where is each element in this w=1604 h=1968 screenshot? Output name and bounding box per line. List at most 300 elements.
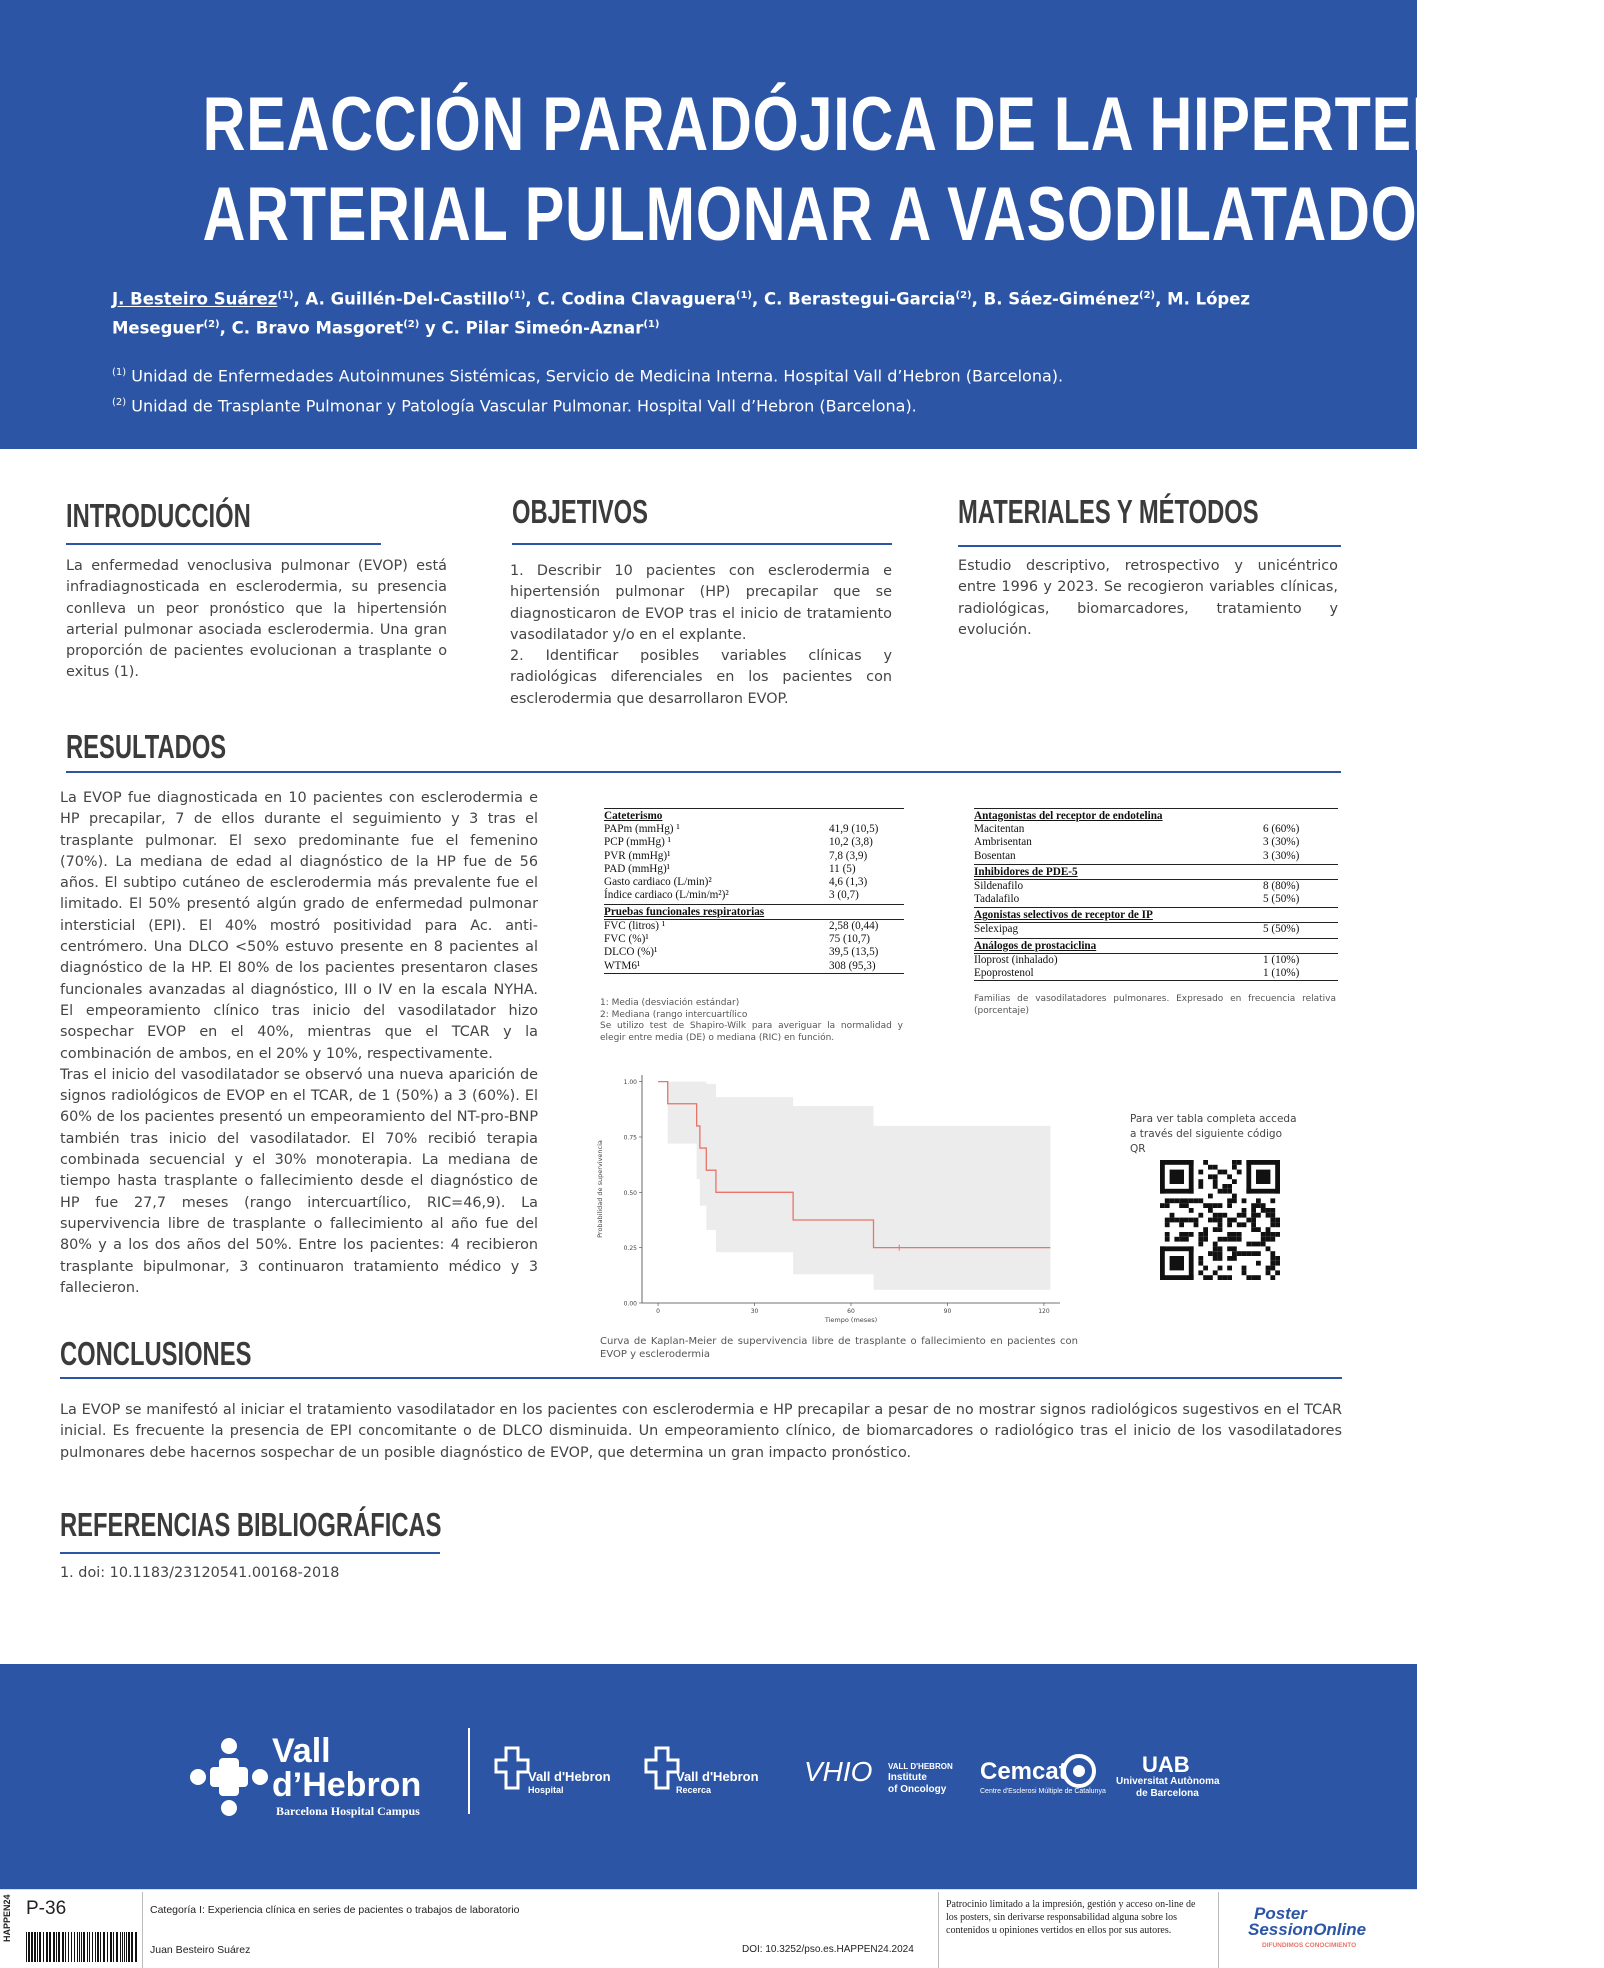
qr-module <box>1194 1198 1199 1203</box>
qr-module <box>1218 1246 1223 1251</box>
qr-module <box>1242 1208 1247 1213</box>
cell-label: Índice cardiaco (L/min/m²)² <box>604 889 729 902</box>
qr-module <box>1203 1275 1208 1280</box>
vasodilator-table-note: Familias de vasodilatadores pulmonares. Expresado en frecuencia relativa (porcentaje) <box>974 994 1336 1016</box>
barcode-bar <box>65 1932 66 1962</box>
conclusiones-heading: CONCLUSIONES <box>60 1335 252 1372</box>
qr-finder <box>1189 1160 1194 1194</box>
qr-module <box>1270 1198 1275 1203</box>
barcode-bar <box>31 1932 33 1962</box>
qr-finder <box>1160 1189 1194 1194</box>
qr-module <box>1270 1213 1275 1218</box>
disclaimer-text: Patrocinio limitado a la impresión, gestión y acceso on-line de los posters, sin derivarse responsabilidad alguna sobre los contenidos u opiniones vertidos en ellos por sus autores. <box>946 1899 1196 1936</box>
qr-module <box>1203 1266 1208 1271</box>
barcode-bar <box>87 1932 88 1962</box>
cell-value: 3 (30%) <box>1263 849 1300 862</box>
km-x-label: Tiempo (meses) <box>824 1316 878 1324</box>
qr-module <box>1198 1198 1203 1203</box>
qr-module <box>1256 1213 1261 1218</box>
qr-module <box>1232 1198 1237 1203</box>
table-row <box>604 889 904 902</box>
author: , C. Berastegui-Garcia <box>752 289 956 309</box>
cell-value: 308 (95,3) <box>829 959 876 972</box>
km-x-tick-label: 120 <box>1038 1308 1050 1315</box>
cell-label: Iloprost (inhalado) <box>974 953 1058 966</box>
cell-label: DLCO (%)¹ <box>604 946 658 959</box>
cell-label: Selexipag <box>974 923 1019 936</box>
cemcat-logo: Cemcat <box>980 1758 1067 1785</box>
barcode-bar <box>56 1932 57 1962</box>
intro-text: La enfermedad venoclusiva pulmonar (EVOP) está infradiagnosticada en esclerodermia, su presencia conlleva un peor pronóstico que la hipertensión arterial pulmonar asociada esclerodermia. Una gran proporción de pacientes evolucionan a trasplante o exitus (1). <box>66 558 447 681</box>
km-caption: Curva de Kaplan-Meier de supervivencia libre de trasplante o fallecimiento en pacientes con EVOP y esclerodermia <box>600 1336 1078 1360</box>
qr-module <box>1213 1213 1218 1218</box>
qr-module <box>1237 1170 1242 1175</box>
barcode-bar <box>53 1932 55 1962</box>
affil-sup: (1) <box>643 318 660 330</box>
cell-label: Bosentan <box>974 849 1016 862</box>
km-y-label: Probabilidad de supervivencia <box>596 1140 604 1238</box>
cell-label: FVC (litros) ¹ <box>604 919 666 932</box>
table-row <box>604 850 904 863</box>
barcode-bar <box>107 1932 108 1962</box>
table-row <box>604 960 904 973</box>
barcode-bar <box>120 1932 121 1962</box>
barcode-bar <box>122 1932 123 1962</box>
barcode-bar <box>71 1932 72 1962</box>
table-section-header: Cateterismo <box>604 810 663 822</box>
divider <box>938 1892 939 1968</box>
qr-module <box>1174 1237 1179 1242</box>
qr-finder <box>1160 1275 1194 1280</box>
qr-module <box>1232 1256 1237 1261</box>
qr-module <box>1198 1256 1203 1261</box>
cell-value: 10,2 (3,8) <box>829 836 873 849</box>
hospital-logo-name: Vall d'Hebron <box>528 1769 611 1784</box>
affil-sup: (1) <box>509 290 526 301</box>
qr-module <box>1227 1198 1232 1203</box>
qr-module <box>1251 1203 1256 1208</box>
qr-module <box>1208 1251 1213 1256</box>
affiliations <box>112 359 1312 420</box>
qr-module <box>1251 1208 1256 1213</box>
qr-caption: Para ver tabla completa acceda a través del siguiente código QR <box>1130 1113 1297 1155</box>
qr-module <box>1261 1242 1266 1247</box>
qr-module <box>1222 1189 1227 1194</box>
qr-module <box>1227 1222 1232 1227</box>
qr-module <box>1213 1184 1218 1189</box>
qr-module <box>1227 1256 1232 1261</box>
objetivos-rule <box>512 543 892 545</box>
cell-label: Tadalafilo <box>974 893 1020 906</box>
qr-module <box>1246 1251 1251 1256</box>
qr-module <box>1184 1232 1189 1237</box>
referencias-rule <box>60 1552 440 1554</box>
cell-value: 7,8 (3,9) <box>829 849 868 862</box>
affiliation-text: Unidad de Trasplante Pulmonar y Patología Vascular Pulmonar. Hospital Vall d’Hebron (Barcelona). <box>126 396 917 416</box>
table-note: 1: Media (desviación estándar) <box>600 998 740 1008</box>
table-row <box>974 893 1338 906</box>
table-group-header: Agonistas selectivos de receptor de IP <box>974 907 1338 923</box>
table-row <box>604 876 904 889</box>
qr-module <box>1227 1246 1232 1251</box>
qr-module <box>1256 1251 1261 1256</box>
uab-line2: de Barcelona <box>1136 1788 1199 1799</box>
table-row <box>974 954 1338 967</box>
qr-module <box>1251 1242 1256 1247</box>
cell-value: 75 (10,7) <box>829 933 871 946</box>
resultados-p1: La EVOP fue diagnosticada en 10 pacientes con esclerodermia e HP precapilar, 7 de ellos durante el seguimiento y 3 tras el trasplante pulmonar. El sexo predominante fue el femenino (70%). La mediana de edad al diagnóstico de la HP fue de 56 años. El subtipo cutáneo de esclerodermia más prevalente fue el limitado. El 50% presentó algún grado de enfermedad pulmonar intersticial (EPI). El 40% mostró positividad para Ac. anti-centrómero. Una DLCO <50% estuvo presente en 8 pacientes al diagnóstico de la HP. El 80% de los pacientes presentaron clases funcionales avanzadas al diagnóstico, III o IV en la escala NYHA. El empeoramiento clínico tras inicio del vasodilatador hizo sospechar EVOP en el 40%, mientras que el TCAR y la combinación de ambos, en el 20% y 10%, respectivamente. <box>60 790 538 1062</box>
qr-module <box>1222 1184 1227 1189</box>
qr-module <box>1222 1170 1227 1175</box>
table-section-rows <box>604 920 904 974</box>
divider <box>1218 1892 1219 1968</box>
qr-module <box>1198 1184 1203 1189</box>
objetivos-heading: OBJETIVOS <box>512 493 649 530</box>
qr-module <box>1174 1218 1179 1223</box>
author: , C. Codina Clavaguera <box>525 289 736 309</box>
barcode-bar <box>74 1932 75 1962</box>
vhio-logo: VHIO <box>804 1756 873 1787</box>
cell-value: 5 (50%) <box>1263 893 1300 906</box>
qr-module <box>1218 1251 1223 1256</box>
qr-module <box>1218 1213 1223 1218</box>
qr-finder <box>1160 1160 1165 1194</box>
barcode-bar <box>34 1932 36 1962</box>
barcode-bar <box>43 1932 44 1962</box>
qr-module <box>1227 1189 1232 1194</box>
qr-module <box>1227 1266 1232 1271</box>
table-row <box>604 836 904 849</box>
qr-module <box>1208 1165 1213 1170</box>
table-row <box>604 920 904 933</box>
qr-module <box>1160 1203 1165 1208</box>
qr-module <box>1227 1232 1232 1237</box>
qr-module <box>1198 1270 1203 1275</box>
barcode-bar <box>103 1932 105 1962</box>
qr-module <box>1218 1170 1223 1175</box>
qr-module <box>1232 1246 1237 1251</box>
barcode-bar <box>113 1932 114 1962</box>
barcode-bar <box>92 1932 93 1962</box>
recerca-logo-sub: Recerca <box>676 1785 712 1795</box>
cell-value: 8 (80%) <box>1263 879 1300 892</box>
footer-logo-band <box>0 1664 1417 1889</box>
qr-module <box>1256 1275 1261 1280</box>
title-line-2: ARTERIAL PULMONAR A VASODILATADORES <box>202 172 1542 257</box>
qr-module <box>1179 1232 1184 1237</box>
table-row <box>974 836 1338 849</box>
table-group-header: Inhibidores de PDE-5 <box>974 864 1338 880</box>
qr-module <box>1275 1232 1280 1237</box>
qr-module <box>1266 1270 1271 1275</box>
author: , M. López Meseguer <box>112 289 1251 337</box>
header-band <box>0 0 1604 449</box>
table-row <box>974 823 1338 836</box>
qr-module <box>1270 1237 1275 1242</box>
qr-module <box>1237 1232 1242 1237</box>
referencia-1: 1. doi: 10.1183/23120541.00168-2018 <box>60 1565 340 1581</box>
qr-module <box>1270 1261 1275 1266</box>
affiliation-1 <box>112 359 1312 389</box>
kaplan-meier-chart <box>590 1063 1070 1333</box>
barcode-bar <box>26 1932 27 1962</box>
barcode-bar <box>81 1932 82 1962</box>
barcode-bar <box>28 1932 30 1962</box>
qr-module <box>1227 1237 1232 1242</box>
qr-module <box>1184 1237 1189 1242</box>
title-line-1: REACCIÓN PARADÓJICA DE LA HIPERTENSIÓN <box>202 82 1604 167</box>
km-x-tick-label: 0 <box>656 1308 660 1315</box>
qr-module <box>1266 1208 1271 1213</box>
qr-module <box>1218 1275 1223 1280</box>
barcode-bar <box>79 1932 80 1962</box>
barcode-icon <box>26 1932 138 1962</box>
qr-module <box>1237 1160 1242 1165</box>
qr-module <box>1266 1237 1271 1242</box>
qr-module <box>1237 1237 1242 1242</box>
qr-module <box>1208 1208 1213 1213</box>
qr-module <box>1227 1203 1232 1208</box>
qr-module <box>1198 1237 1203 1242</box>
qr-module <box>1170 1213 1175 1218</box>
qr-module <box>1232 1251 1237 1256</box>
qr-module <box>1184 1198 1189 1203</box>
qr-finder <box>1246 1189 1280 1194</box>
qr-module <box>1266 1246 1271 1251</box>
qr-finder <box>1170 1170 1184 1184</box>
barcode-bar <box>46 1932 48 1962</box>
cell-value: 3 (0,7) <box>829 889 859 902</box>
qr-module <box>1203 1203 1208 1208</box>
table-section-header: Pruebas funcionales respiratorias <box>604 904 904 920</box>
km-x-tick-label: 30 <box>750 1308 759 1315</box>
qr-module <box>1213 1165 1218 1170</box>
vh-logo-line2: d’Hebron <box>272 1766 422 1804</box>
cell-value: 5 (50%) <box>1263 923 1300 936</box>
qr-module <box>1213 1218 1218 1223</box>
uab-logo: UAB <box>1142 1752 1190 1777</box>
qr-module <box>1242 1266 1247 1271</box>
qr-module <box>1261 1208 1266 1213</box>
cell-value: 11 (5) <box>829 862 856 875</box>
qr-module <box>1246 1275 1251 1280</box>
author-text: Juan Besteiro Suárez <box>150 1944 251 1956</box>
recerca-logo-name: Vall d'Hebron <box>676 1769 759 1784</box>
objetivo-2: 2. Identificar posibles variables clínicas y radiológicas diferenciales en los pacientes con esclerodermia que desarrollaron EVOP. <box>510 648 892 707</box>
qr-module <box>1203 1227 1208 1232</box>
conclusiones-rule <box>60 1377 1342 1379</box>
qr-module <box>1208 1218 1213 1223</box>
qr-module <box>1213 1227 1218 1232</box>
qr-module <box>1237 1222 1242 1227</box>
author: , A. Guillén-Del-Castillo <box>293 289 510 309</box>
barcode-bar <box>110 1932 112 1962</box>
side-label: HAPPEN24 <box>2 1894 12 1942</box>
qr-module <box>1261 1203 1266 1208</box>
qr-module <box>1198 1170 1203 1175</box>
cell-value: 2,58 (0,44) <box>829 919 879 932</box>
qr-module <box>1213 1256 1218 1261</box>
qr-module <box>1270 1251 1275 1256</box>
table-bottom-rule <box>974 980 1338 981</box>
first-author: J. Besteiro Suárez <box>112 289 278 309</box>
qr-module <box>1232 1179 1237 1184</box>
qr-module <box>1256 1198 1261 1203</box>
qr-module <box>1165 1232 1170 1237</box>
qr-module <box>1218 1222 1223 1227</box>
qr-module <box>1198 1232 1203 1237</box>
vhio-logo-c: of Oncology <box>888 1784 947 1795</box>
cell-value: 39,5 (13,5) <box>829 946 879 959</box>
qr-module <box>1232 1165 1237 1170</box>
qr-module <box>1251 1251 1256 1256</box>
qr-module <box>1242 1222 1247 1227</box>
qr-finder <box>1256 1170 1270 1184</box>
qr-module <box>1237 1213 1242 1218</box>
qr-module <box>1227 1174 1232 1179</box>
qr-code[interactable] <box>1160 1160 1280 1280</box>
qr-module <box>1208 1203 1213 1208</box>
qr-finder <box>1275 1160 1280 1194</box>
qr-module <box>1213 1179 1218 1184</box>
qr-finder <box>1160 1160 1194 1165</box>
qr-module <box>1203 1232 1208 1237</box>
qr-module <box>1266 1227 1271 1232</box>
km-x-tick-label: 90 <box>943 1308 952 1315</box>
qr-module <box>1208 1174 1213 1179</box>
qr-module <box>1213 1242 1218 1247</box>
qr-module <box>1232 1194 1237 1199</box>
qr-module <box>1256 1242 1261 1247</box>
qr-module <box>1275 1218 1280 1223</box>
pso-logo-2: SessionOnline <box>1248 1920 1367 1939</box>
qr-module <box>1232 1218 1237 1223</box>
barcode-bar <box>128 1932 130 1962</box>
qr-finder <box>1160 1246 1194 1251</box>
qr-module <box>1266 1266 1271 1271</box>
table-row <box>974 850 1338 863</box>
qr-module <box>1251 1227 1256 1232</box>
qr-module <box>1165 1218 1170 1223</box>
barcode-bar <box>37 1932 38 1962</box>
barcode-bar <box>83 1932 85 1962</box>
pso-logo-1: Poster <box>1254 1904 1307 1923</box>
km-confidence-band <box>658 1082 1050 1290</box>
table-note: 2: Mediana (rango intercuartílico <box>600 1009 748 1020</box>
cell-label: PAD (mmHg)¹ <box>604 862 671 875</box>
qr-module <box>1203 1160 1208 1165</box>
qr-module <box>1189 1232 1194 1237</box>
qr-module <box>1227 1275 1232 1280</box>
logo-divider <box>468 1728 470 1814</box>
qr-module <box>1194 1222 1199 1227</box>
qr-module <box>1251 1222 1256 1227</box>
qr-module <box>1275 1270 1280 1275</box>
barcode-bar <box>100 1932 101 1962</box>
author-list <box>112 283 1312 340</box>
qr-module <box>1218 1266 1223 1271</box>
vhio-logo-b: Institute <box>888 1772 927 1783</box>
author: y C. Pilar Simeón-Aznar <box>419 318 644 337</box>
qr-module <box>1232 1232 1237 1237</box>
table-group-header: Análogos de prostaciclina <box>974 938 1338 954</box>
qr-module <box>1232 1160 1237 1165</box>
qr-module <box>1189 1208 1194 1213</box>
affiliation-2 <box>112 389 1312 419</box>
barcode-bar <box>62 1932 64 1962</box>
cell-label: PAPm (mmHg) ¹ <box>604 823 680 835</box>
qr-module <box>1179 1222 1184 1227</box>
poster-title <box>202 80 1604 260</box>
qr-module <box>1179 1203 1184 1208</box>
qr-module <box>1242 1213 1247 1218</box>
qr-module <box>1170 1198 1175 1203</box>
qr-module <box>1242 1251 1247 1256</box>
qr-module <box>1198 1242 1203 1247</box>
barcode-bar <box>97 1932 99 1962</box>
table-row <box>604 933 904 946</box>
qr-module <box>1165 1203 1170 1208</box>
qr-module <box>1213 1270 1218 1275</box>
cell-label: Epoprostenol <box>974 967 1034 980</box>
vh-logo-line1: Vall <box>272 1732 331 1770</box>
qr-module <box>1270 1208 1275 1213</box>
km-y-tick-label: 0.50 <box>623 1189 637 1197</box>
qr-module <box>1261 1232 1266 1237</box>
qr-finder <box>1246 1160 1251 1194</box>
table-row <box>604 946 904 959</box>
cell-value: 6 (60%) <box>1263 823 1300 835</box>
author: , C. Bravo Masgoret <box>219 318 404 337</box>
qr-module <box>1213 1203 1218 1208</box>
qr-module <box>1208 1194 1213 1199</box>
table-row <box>974 880 1338 893</box>
qr-module <box>1242 1198 1247 1203</box>
intro-rule <box>66 543 381 545</box>
materiales-heading: MATERIALES Y MÉTODOS <box>958 493 1259 530</box>
bottom-strip <box>0 1889 1417 1968</box>
table-row <box>974 923 1338 936</box>
doi-text: DOI: 10.3252/pso.es.HAPPEN24.2024 <box>742 1944 914 1955</box>
qr-module <box>1218 1203 1223 1208</box>
qr-module <box>1275 1222 1280 1227</box>
table-group-header: Antagonistas del receptor de endotelina <box>974 810 1163 822</box>
qr-finder <box>1246 1160 1280 1165</box>
affil-sup: (2) <box>955 290 972 301</box>
qr-module <box>1222 1237 1227 1242</box>
qr-module <box>1270 1275 1275 1280</box>
cell-label: Macitentan <box>974 823 1025 835</box>
table-note: Se utilizo test de Shapiro-Wilk para averiguar la normalidad y elegir entre media (DE) o mediana (RIC) en función. <box>600 1021 903 1043</box>
materiales-rule <box>958 545 1341 547</box>
qr-module <box>1189 1218 1194 1223</box>
category-text: Categoría I: Experiencia clínica en series de pacientes o trabajos de laboratorio <box>150 1904 520 1916</box>
qr-module <box>1275 1261 1280 1266</box>
qr-module <box>1251 1218 1256 1223</box>
qr-module <box>1218 1256 1223 1261</box>
qr-module <box>1179 1237 1184 1242</box>
cell-label: Sildenafilo <box>974 879 1024 892</box>
qr-module <box>1179 1198 1184 1203</box>
barcode-bar <box>95 1932 96 1962</box>
qr-module <box>1213 1174 1218 1179</box>
cemcat-sub: Centre d'Esclerosi Múltiple de Catalunya <box>980 1788 1106 1795</box>
qr-module <box>1270 1232 1275 1237</box>
table-row <box>974 967 1338 980</box>
cell-value: 1 (10%) <box>1263 967 1300 980</box>
barcode-bar <box>77 1932 78 1962</box>
affil-sup: (2) <box>112 397 127 409</box>
